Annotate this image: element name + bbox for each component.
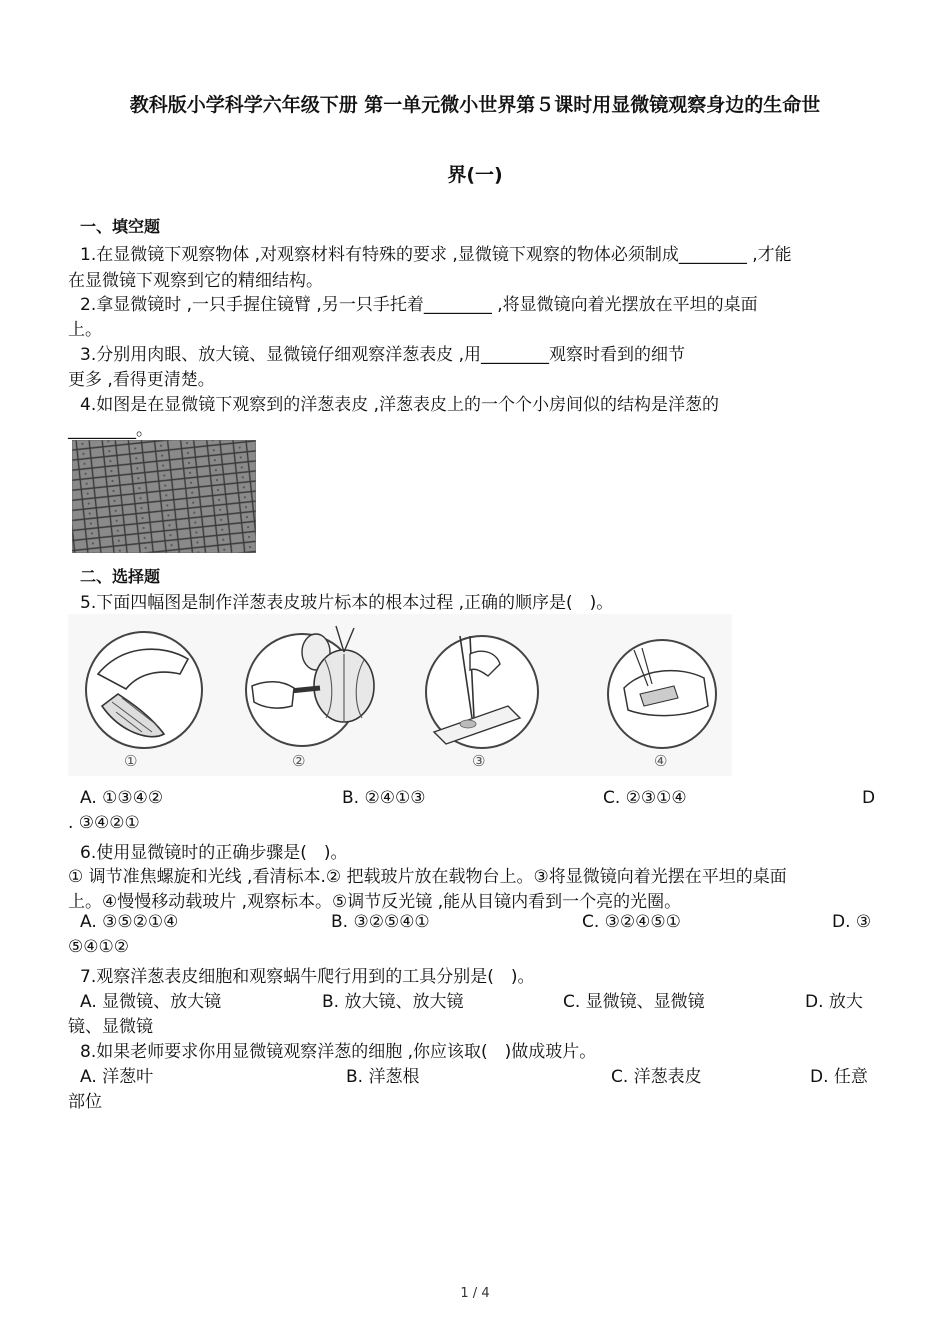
question-3-line1: 3.分别用肉眼、放大镜、显微镜仔细观察洋葱表皮 ,用________观察时看到的细节 <box>80 345 686 365</box>
q6-option-d-text: ⑤④①② <box>68 937 129 957</box>
question-2-line1: 2.拿显微镜时 ,一只手握住镜臂 ,另一只手托着________ ,将显微镜向着光摆放在平坦的桌面 <box>80 295 758 315</box>
step-3-label: ③ <box>472 752 486 770</box>
q6-option-c: C. ③②④⑤① <box>582 912 681 932</box>
step-4-label: ④ <box>654 752 668 770</box>
q5-option-d-label: D <box>862 788 876 808</box>
question-3-line2: 更多 ,看得更清楚。 <box>68 370 215 390</box>
question-8-stem: 8.如果老师要求你用显微镜观察洋葱的细胞 ,你应该取( )做成玻片。 <box>80 1042 597 1062</box>
q6-option-a: A. ③⑤②①④ <box>80 912 179 932</box>
q7-option-d-text: 镜、显微镜 <box>68 1017 153 1037</box>
slide-preparation-figure <box>68 614 732 776</box>
q7-option-b: B. 放大镜、放大镜 <box>322 992 464 1012</box>
q7-option-a: A. 显微镜、放大镜 <box>80 992 222 1012</box>
q5-option-c: C. ②③①④ <box>603 788 687 808</box>
question-2-line2: 上。 <box>68 320 102 340</box>
question-7-stem: 7.观察洋葱表皮细胞和观察蜗牛爬行用到的工具分别是( )。 <box>80 967 535 987</box>
q5-option-a: A. ①③④② <box>80 788 164 808</box>
q8-option-d-label: D. 任意 <box>810 1067 868 1087</box>
section-heading-fill-blank: 一、填空题 <box>80 217 161 236</box>
q8-option-d-text: 部位 <box>68 1092 102 1112</box>
q8-option-a: A. 洋葱叶 <box>80 1067 154 1087</box>
onion-epidermis-image <box>72 440 256 553</box>
question-6-steps-line1: ① 调节准焦螺旋和光线 ,看清标本.② 把载玻片放在载物台上。③将显微镜向着光摆在平坦的桌面 <box>68 867 787 887</box>
step-1-label: ① <box>124 752 138 770</box>
step-3-illustration <box>426 636 538 748</box>
question-4-line1: 4.如图是在显微镜下观察到的洋葱表皮 ,洋葱表皮上的一个个小房间似的结构是洋葱的 <box>80 395 720 415</box>
question-1-line2: 在显微镜下观察到它的精细结构。 <box>68 271 323 291</box>
step-4-illustration <box>608 640 716 748</box>
question-4-line2: ________。 <box>68 420 153 440</box>
question-5-stem: 5.下面四幅图是制作洋葱表皮玻片标本的根本过程 ,正确的顺序是( )。 <box>80 593 614 613</box>
q5-option-b: B. ②④①③ <box>342 788 426 808</box>
q6-option-d-label: D. ③ <box>832 912 872 932</box>
question-6-steps-line2: 上。④慢慢移动载玻片 ,观察标本。⑤调节反光镜 ,能从目镜内看到一个亮的光圈。 <box>68 892 682 912</box>
q8-option-b: B. 洋葱根 <box>346 1067 420 1087</box>
q5-option-d-text: . ③④②① <box>68 813 140 833</box>
question-1-line1: 1.在显微镜下观察物体 ,对观察材料有特殊的要求 ,显微镜下观察的物体必须制成________ ,才能 <box>80 245 792 265</box>
q7-option-d-label: D. 放大 <box>805 992 863 1012</box>
q8-option-c: C. 洋葱表皮 <box>611 1067 702 1087</box>
document-title-line1: 教科版小学科学六年级下册 第一单元微小世界第５课时用显微镜观察身边的生命世 <box>129 94 821 116</box>
q7-option-c: C. 显微镜、显微镜 <box>563 992 705 1012</box>
document-title-line2: 界(一) <box>447 164 503 186</box>
step-2-label: ② <box>292 752 306 770</box>
page-number: 1 / 4 <box>460 1286 490 1301</box>
question-6-stem: 6.使用显微镜时的正确步骤是( )。 <box>80 843 348 863</box>
q6-option-b: B. ③②⑤④① <box>331 912 430 932</box>
section-heading-multiple-choice: 二、选择题 <box>80 567 161 586</box>
step-1-illustration <box>86 632 202 748</box>
